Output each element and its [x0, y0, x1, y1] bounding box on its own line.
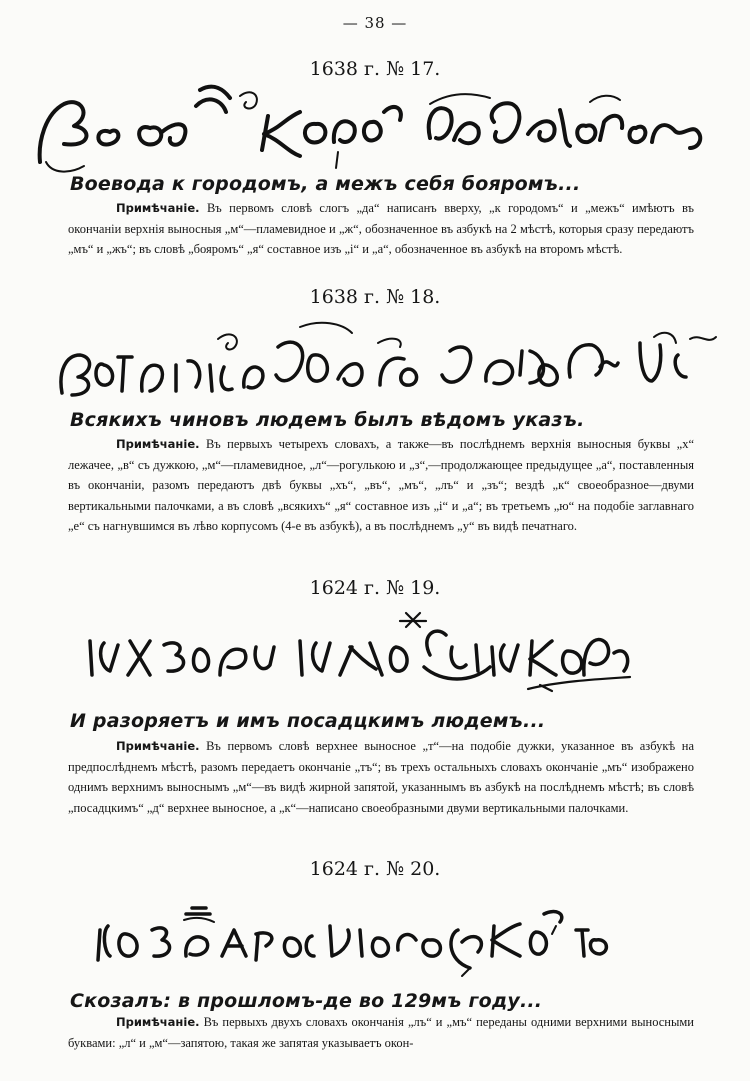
entry-note-20: [68, 1012, 694, 1053]
entry-heading-20: 1624 г. № 20.: [309, 858, 441, 880]
handwriting-sample-19: [0, 605, 750, 695]
page-number: — 38 —: [342, 14, 408, 32]
note-label: Примѣчаніе.: [116, 201, 200, 215]
note-label: Примѣчаніе.: [116, 1015, 200, 1029]
entry-translation-19: И разоряетъ и имъ посадцкимъ людемъ...: [70, 710, 546, 732]
entry-note-18: [68, 434, 694, 537]
entry-translation-17: Воевода к городомъ, а межъ себя бояромъ...: [70, 173, 581, 195]
handwriting-sample-17: [0, 82, 750, 177]
note-text: Въ первомъ словѣ слогъ „да“ написанъ вверху, „к городомъ“ и „межъ“ имѣютъ въ окончаніи верхнія выносныя „м“—пламевидное и „ж“, обозначенное въ азбукѣ на 2 мѣстѣ, которыя сразу передаютъ „мъ“ и „жъ“; въ словѣ „бояромъ“ „я“ составное изъ „і“ и „а“, обозначенное въ азбукѣ на второмъ мѣстѣ.: [68, 201, 695, 256]
entry-note-17: [68, 198, 694, 260]
note-text: Въ первомъ словѣ верхнее выносное „т“—на подобіе дужки, указанное въ азбукѣ на предпослѣднемъ мѣстѣ, разомъ передаетъ окончаніе „тъ“; въ трехъ остальныхъ словахъ окончаніе „мъ“ изображено однимъ верхнимъ выноснымъ „м“—въ видѣ жирной запятой, указаннымъ въ азбукѣ на послѣднемъ мѣстѣ; въ словѣ „посадцкимъ“ „д“ верхнее выносное, а „к“—написано своеобразными двуми вертикальными палочками.: [68, 739, 695, 815]
handwriting-sample-20: [0, 890, 750, 980]
note-text: Въ первыхъ двухъ словахъ окончанія „лъ“ и „мъ“ переданы одними верхними выносными буквами: „л“ и „м“—запятою, такая же запятая указываетъ окон-: [68, 1015, 694, 1050]
entry-note-19: [68, 736, 694, 818]
note-text: Въ первыхъ четырехъ словахъ, а также—въ послѣднемъ верхнія выносныя буквы „х“ лежачее, „в“ съ дужкою, „м“—пламевидное, „л“—рогулькою и „з“,—продолжающее предыдущее „а“, поставленныя въ окончаніи, разомъ передаютъ двѣ буквы „хъ“, „въ“, „мъ“, „лъ“ и „зъ“; вездѣ „к“ своеобразное—двуми вертикальными палочками, а въ словѣ „всякихъ“ „я“ составное изъ „і“ и „а“; въ третьемъ „ю“ на подобіе заглавнаго „е“ съ нагнувшимся въ лѣво корпусомъ (4-е въ азбукѣ), а въ послѣднемъ „у“ въ видѣ печатнаго.: [68, 437, 695, 533]
entry-translation-20: Скозалъ: в прошломъ-де во 129мъ году...: [70, 990, 543, 1012]
entry-heading-17: 1638 г. № 17.: [309, 58, 441, 80]
handwriting-sample-18: [0, 315, 750, 405]
note-label: Примѣчаніе.: [116, 437, 200, 451]
entry-translation-18: Всякихъ чиновъ людемъ былъ вѣдомъ указъ.: [70, 409, 585, 431]
note-label: Примѣчаніе.: [116, 739, 200, 753]
entry-heading-18: 1638 г. № 18.: [309, 286, 441, 308]
entry-heading-19: 1624 г. № 19.: [309, 577, 441, 599]
